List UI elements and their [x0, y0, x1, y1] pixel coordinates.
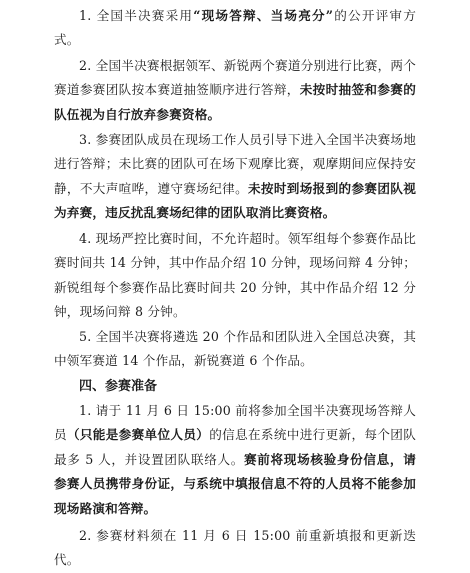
rule-item-2-emphasis: 未按时抽签和参赛的队伍视为自行放弃参赛资格。 [54, 82, 416, 122]
prep-item-2-text: 2. 参赛材料须在 11 月 6 日 15:00 前重新填报和更新迭代。 [54, 528, 416, 568]
rule-item-2-text: 2. 全国半决赛根据领军、新锐两个赛道分别进行比赛，两个赛道参赛团队按本赛道抽签顺序进行答辩， [54, 58, 416, 98]
rule-item-4-text: 4. 现场严控比赛时间，不允许超时。领军组每个参赛作品比赛时间共 14 分钟，其中作品介绍 10 分钟，现场问辩 4 分钟；新锐组每个参赛作品比赛时间共 20 分钟，其中作品介绍 12 分钟，现场问辩 8 分钟。 [54, 231, 416, 320]
prep-item-1 [54, 399, 416, 521]
rule-item-3 [54, 128, 416, 226]
rule-item-1 [54, 4, 416, 53]
rule-item-4 [54, 227, 416, 325]
prep-item-1-text-2: 的信息在系统中进行更新，每个团队最多 5 人，并设置团队联络人。 [54, 427, 416, 467]
rule-item-1-emphasis: “现场答辩、当场亮分” [193, 8, 334, 23]
rule-item-1-tail: 的公开评审方式。 [54, 8, 416, 48]
prep-item-1-text: 1. 请于 11 月 6 日 15:00 前将参加全国半决赛现场答辩人员 [54, 403, 416, 443]
rule-item-5-text: 5. 全国半决赛将遴选 20 个作品和团队进入全国总决赛，其中领军赛道 14 个作品，新锐赛道 6 个作品。 [54, 329, 416, 369]
rule-item-3-emphasis: 未按时到场报到的参赛团队视为弃赛，违反扰乱赛场纪律的团队取消比赛资格。 [54, 180, 416, 221]
section-heading: 四、参赛准备 [79, 379, 158, 394]
rule-item-5 [54, 325, 416, 374]
rule-item-1-text: 1. 全国半决赛采用 [79, 8, 194, 23]
prep-item-1-emphasis: （只能是参赛单位人员） [66, 427, 210, 443]
rule-item-2 [54, 54, 416, 127]
prep-item-1-emphasis-2: 赛前将现场核验身份信息，请参赛人员携带身份证，与系统中填报信息不符的人员将不能参加现场路演和答辩。 [54, 451, 416, 516]
rule-item-3-text: 3. 参赛团队成员在现场工作人员引导下进入全国半决赛场地进行答辩；未比赛的团队可在场下观摩比赛，观摩期间应保持安静，不大声喧哗，遵守赛场纪律。 [54, 132, 416, 196]
prep-item-2 [54, 524, 416, 573]
